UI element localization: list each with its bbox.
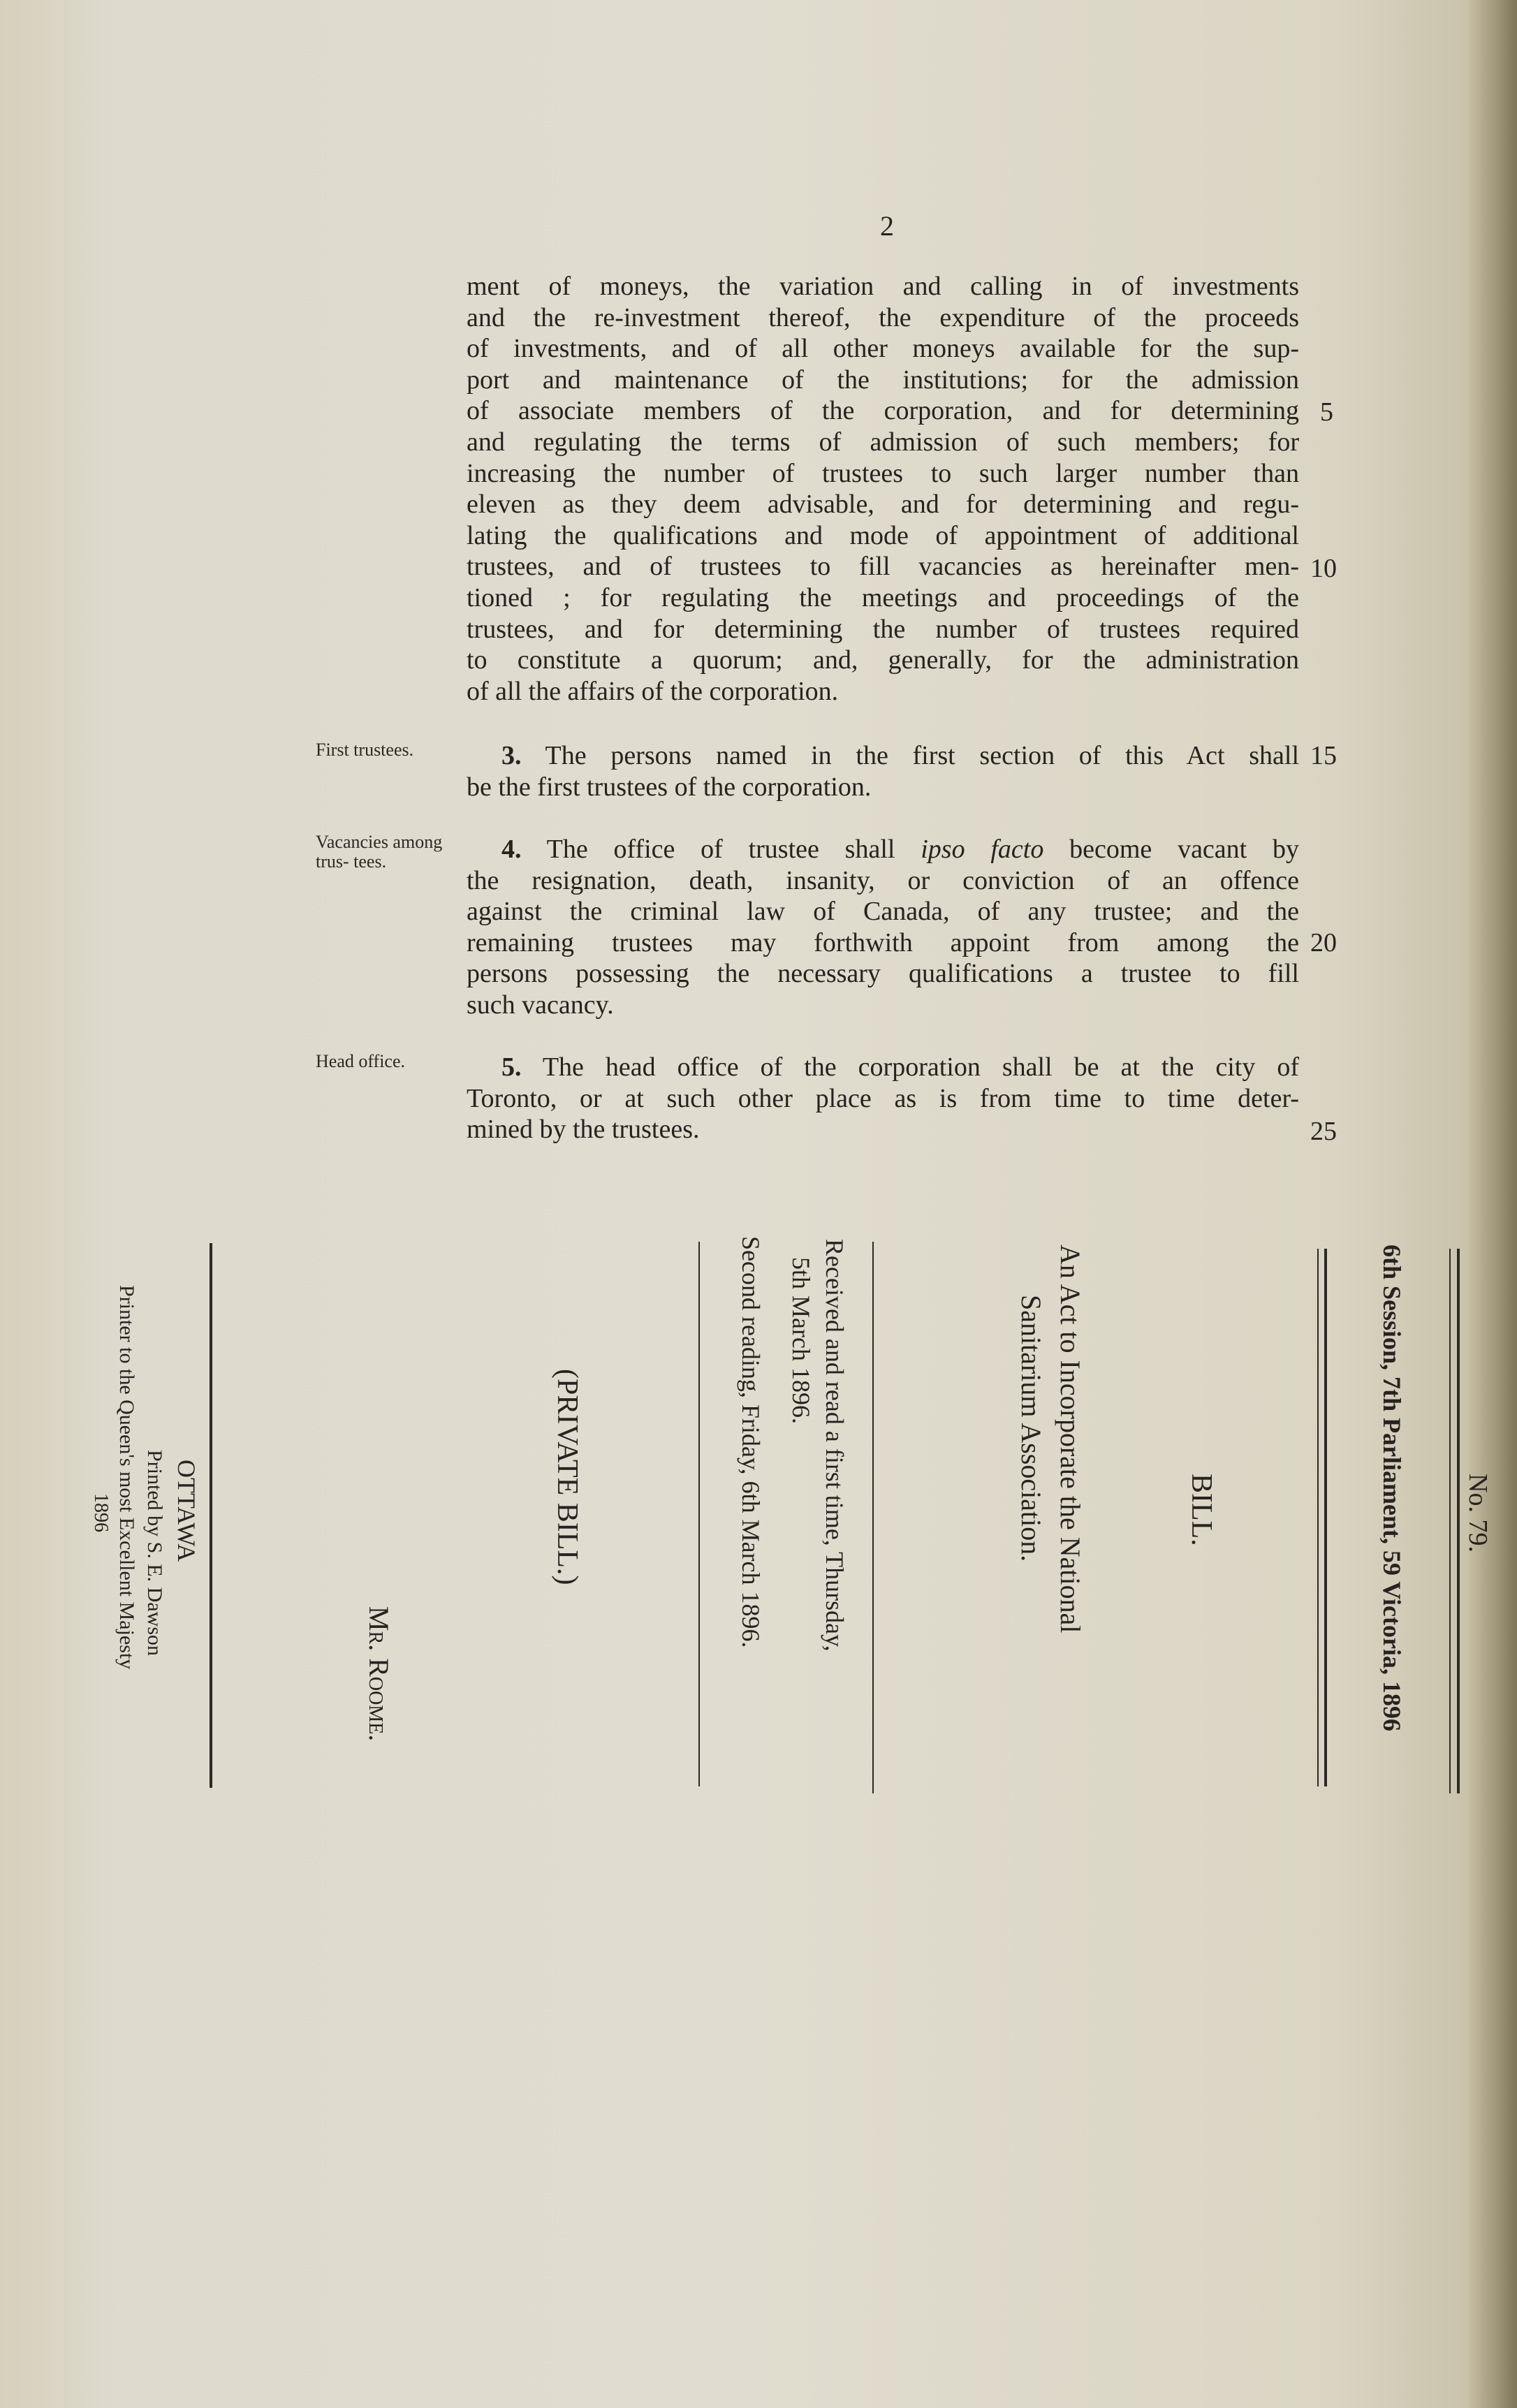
- page-edge-shadow: [1468, 0, 1517, 2408]
- printer-city: OTTAWA: [173, 1460, 200, 1562]
- section-5: [467, 1052, 1299, 1145]
- margin-note-first-trustees: First trustees.: [316, 740, 414, 760]
- section-4: [467, 834, 1299, 1021]
- text-line: lating the qualifications and mode of appointment of additional: [467, 520, 1299, 550]
- text-line: such vacancy.: [467, 990, 614, 1020]
- rule: [1449, 1249, 1451, 1793]
- rule: [872, 1242, 874, 1793]
- text-line: eleven as they deem advisable, and for determining and regu-: [467, 490, 1299, 520]
- text-line: mined by the trustees.: [467, 1115, 700, 1145]
- text-line: of associate members of the corporation, and for determining: [467, 396, 1299, 426]
- sponsor-name: Mr. Roome.: [363, 1606, 395, 1742]
- text-line: The persons named in the first section of this Act shall: [545, 741, 1299, 770]
- section-number: 5.: [501, 1052, 522, 1082]
- text-fragment: become vacant by: [1043, 835, 1299, 864]
- text-line: remaining trustees may forthwith appoint from among the: [467, 927, 1299, 957]
- line-number: 10: [1310, 554, 1337, 583]
- section-5-first-line: [467, 1052, 1299, 1083]
- bill-number: No. 79.: [1463, 1474, 1493, 1552]
- text-line: and regulating the terms of admission of such members; for: [467, 427, 1299, 457]
- margin-note-head-office: Head office.: [316, 1051, 406, 1071]
- text-line: Toronto, or at such other place as is from time to time deter-: [467, 1083, 1299, 1113]
- rule: [1317, 1249, 1319, 1786]
- text-line: ment of moneys, the variation and calling in of investments: [467, 272, 1299, 301]
- text-line: tioned ; for regulating the meetings and proceedings of the: [467, 582, 1299, 612]
- text-line: of all the affairs of the corporation.: [467, 676, 839, 706]
- text-line: against the criminal law of Canada, of any trustee; and the: [467, 897, 1299, 927]
- italic-phrase: ipso facto: [921, 835, 1044, 864]
- text-line: the resignation, death, insanity, or conviction of an offence: [467, 865, 1299, 895]
- first-reading-line2: 5th March 1896.: [787, 1257, 815, 1424]
- page-number: 2: [880, 210, 894, 242]
- line-number: 15: [1310, 741, 1337, 770]
- rule: [210, 1243, 212, 1788]
- section-3-first-line: [467, 740, 1299, 772]
- line-number: 20: [1310, 928, 1337, 957]
- rule: [698, 1242, 700, 1786]
- section-3: [467, 740, 1299, 802]
- text-line: be the first trustees of the corporation.: [467, 772, 872, 802]
- text-line: trustees, and for determining the number of trustees required: [467, 614, 1299, 644]
- continuation-paragraph: [467, 271, 1299, 707]
- text-line: of investments, and of all other moneys available for the sup-: [467, 334, 1299, 364]
- bill-title-line2: Sanitarium Association.: [1016, 1295, 1047, 1562]
- printed-by: Printed by S. E. Dawson: [143, 1450, 166, 1656]
- text-line: The head office of the corporation shall be at the city of: [542, 1052, 1299, 1082]
- text-line: trustees, and of trustees to fill vacancies as hereinafter men-: [467, 552, 1299, 582]
- first-reading-line1: Received and read a first time, Thursday,: [821, 1239, 849, 1652]
- text-line: and the re-investment thereof, the expenditure of the proceeds: [467, 302, 1299, 332]
- line-number: 5: [1320, 397, 1333, 427]
- rule: [1324, 1249, 1327, 1786]
- section-number: 4.: [501, 835, 522, 864]
- bill-title-line1: An Act to Incorporate the National: [1055, 1245, 1086, 1634]
- line-number: 25: [1310, 1117, 1337, 1146]
- session-line: 6th Session, 7th Parliament, 59 Victoria, 1896: [1378, 1245, 1406, 1731]
- private-bill-label: (PRIVATE BILL.): [551, 1369, 583, 1585]
- margin-note-vacancies: Vacancies among trus- tees.: [316, 832, 443, 872]
- text-line: port and maintenance of the institutions; for the admission: [467, 365, 1299, 395]
- text-line: increasing the number of trustees to such larger number than: [467, 458, 1299, 488]
- section-number: 3.: [501, 741, 522, 770]
- second-reading: Second reading, Friday, 6th March 1896.: [737, 1236, 765, 1648]
- bill-heading: BILL.: [1185, 1474, 1217, 1546]
- text-line: to constitute a quorum; and, generally, for the administration: [467, 645, 1299, 675]
- text-fragment: The office of trustee shall: [546, 835, 921, 864]
- text-line: persons possessing the necessary qualifications a trustee to fill: [467, 959, 1299, 989]
- printer-to: Printer to the Queen's most Excellent Majesty: [115, 1285, 138, 1670]
- rule: [1457, 1249, 1460, 1793]
- print-year: 1896: [90, 1493, 112, 1532]
- section-4-first-line: [467, 834, 1299, 865]
